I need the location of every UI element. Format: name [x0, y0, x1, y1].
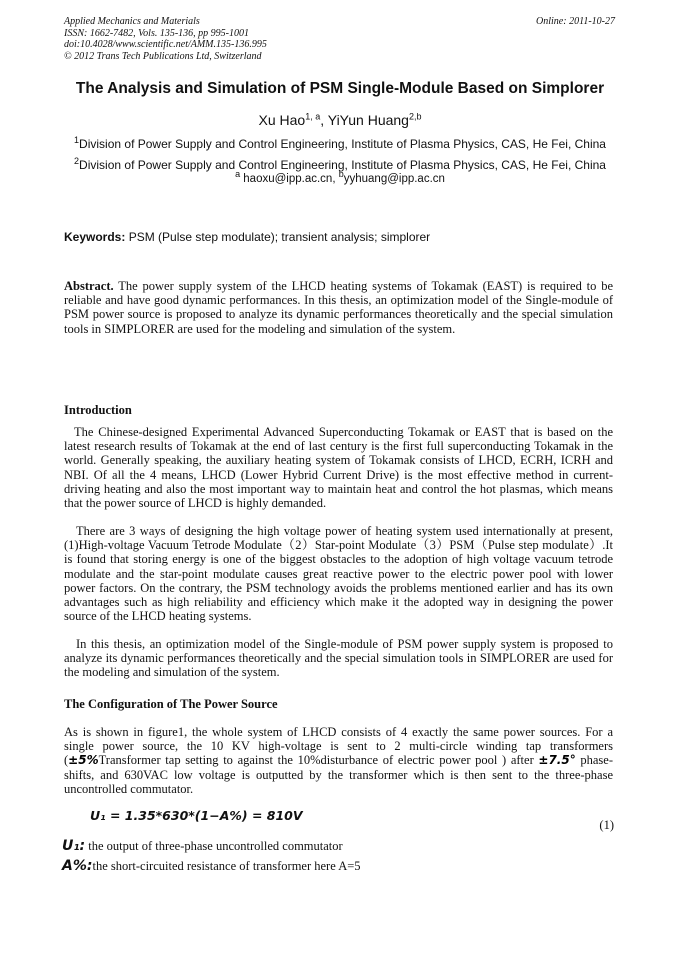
definition-u1 [62, 838, 343, 854]
copyright-line: © 2012 Trans Tech Publications Ltd, Switzerland [64, 50, 262, 62]
author-name: YiYun Huang [327, 112, 409, 128]
keywords-text: PSM (Pulse step modulate); transient analysis; simplorer [128, 230, 431, 244]
affiliation-text: Division of Power Supply and Control Engineering, Institute of Plasma Physics, CAS, He Fei, China [79, 158, 606, 172]
a-percent-symbol: A%: [62, 858, 93, 874]
affiliation-1 [40, 137, 640, 151]
affiliation-number: 2 [74, 156, 80, 166]
author-separator: , [320, 112, 328, 128]
configuration-text-end: phase-shifts, and 630VAC low voltage is outputted by the transformer which is then sent to the three-phase uncontrolled commutator. [64, 753, 613, 796]
equation-1: U₁ = 1.35*630*(1−A%) = 810V [90, 808, 303, 823]
configuration-text-mid: Transformer tap setting to against the 10%disturbance of electric power pool ) after [98, 753, 534, 768]
a-percent-definition: the short-circuited resistance of transformer here A=5 [92, 859, 361, 873]
issn-line: ISSN: 1662-7482, Vols. 135-136, pp 995-1001 [64, 27, 249, 39]
email-link[interactable]: yyhuang@ipp.ac.cn [343, 173, 445, 185]
abstract-text: The power supply system of the LHCD heating systems of Tokamak (EAST) is required to be reliable and have good dynamic performances. In this thesis, an optimization model of the Single-module of PSM power source is proposed to analyze its dynamic performances theoretically and the special simulation tools in SIMPLORER are used for the modeling and simulation of the system. [64, 279, 614, 336]
equation-number: (1) [599, 818, 614, 832]
keywords-label: Keywords: [64, 230, 126, 244]
affiliation-number: 1 [74, 135, 80, 145]
abstract-label: Abstract. [64, 279, 114, 293]
section-heading-configuration: The Configuration of The Power Source [64, 697, 278, 711]
keywords-line [64, 230, 430, 244]
online-date: Online: 2011-10-27 [536, 16, 615, 27]
email-superscript: a [235, 169, 241, 180]
plus-minus-7-5-degree-formula: ±7.5° [538, 753, 576, 768]
author-name: Xu Hao [258, 112, 306, 128]
doi-line: doi:10.4028/www.scientific.net/AMM.135-136.995 [64, 39, 267, 50]
section-heading-introduction: Introduction [64, 403, 132, 417]
intro-paragraph-2: There are 3 ways of designing the high voltage power of heating system used internationally at present, (1)High-voltage Vacuum Tetrode Modulate（2）Star-point Modulate（3）PSM（Pulse step modulate）.It is found that storing energy is one of the biggest obstacles to the adoption of high voltage vacuum tetrode modulate and the star-point modulate causes great reactive power to the electric power pool with lower power factors. On the contrary, the PSM technology avoids the problems mentioned earlier and has its own advantages such as high reliability and efficiency which make it the adopted way in designing the power source of the LHCD heating systems. [64, 524, 613, 624]
intro-paragraph-1: The Chinese-designed Experimental Advanced Superconducting Tokamak or EAST that is based on the latest research results of Tokamak at the end of last century is the first full superconducting Tokamak in the world. Generally speaking, the auxiliary heating system of Tokamak consists of LHCD, ECRH, ICRH and NBI. Of all the 4 means, LHCD (Lower Hybrid Current Drive) is the most effective method in current-driving heating and also the most important way to maintain heat and control the hot plasmas, which means that the power source of LHCD is highly demanded. [64, 425, 613, 511]
email-superscript: b [338, 169, 344, 180]
u1-definition: the output of three-phase uncontrolled commutator [88, 839, 343, 853]
author-line [40, 112, 640, 128]
email-link[interactable]: haoxu@ipp.ac.cn, [243, 173, 336, 185]
definition-a-percent [62, 858, 361, 874]
u1-symbol: U₁: [62, 838, 86, 854]
author-superscript: 1, a [305, 111, 321, 122]
affiliation-text: Division of Power Supply and Control Engineering, Institute of Plasma Physics, CAS, He Fei, China [79, 137, 606, 151]
author-superscript: 2,b [408, 111, 422, 122]
email-line [40, 169, 640, 185]
plus-minus-5-percent-formula: ±5% [68, 753, 99, 768]
intro-paragraph-3: In this thesis, an optimization model of the Single-module of PSM power supply system is proposed to analyze its dynamic performances theoretically and the special simulation tools in SIMPLORER are used for the modeling and simulation of the system. [64, 637, 613, 680]
paper-title: The Analysis and Simulation of PSM Single-Module Based on Simplorer [75, 80, 605, 97]
configuration-text-start: As is shown in figure1, the whole system of LHCD consists of 4 exactly the same power sources. For a single power source, the 10 KV high-voltage is sent to 2 multi-circle winding tap transformers ( [64, 725, 613, 768]
abstract-paragraph [64, 279, 613, 336]
journal-name: Applied Mechanics and Materials [64, 16, 200, 27]
journal-header [64, 16, 615, 62]
configuration-paragraph [64, 725, 613, 796]
